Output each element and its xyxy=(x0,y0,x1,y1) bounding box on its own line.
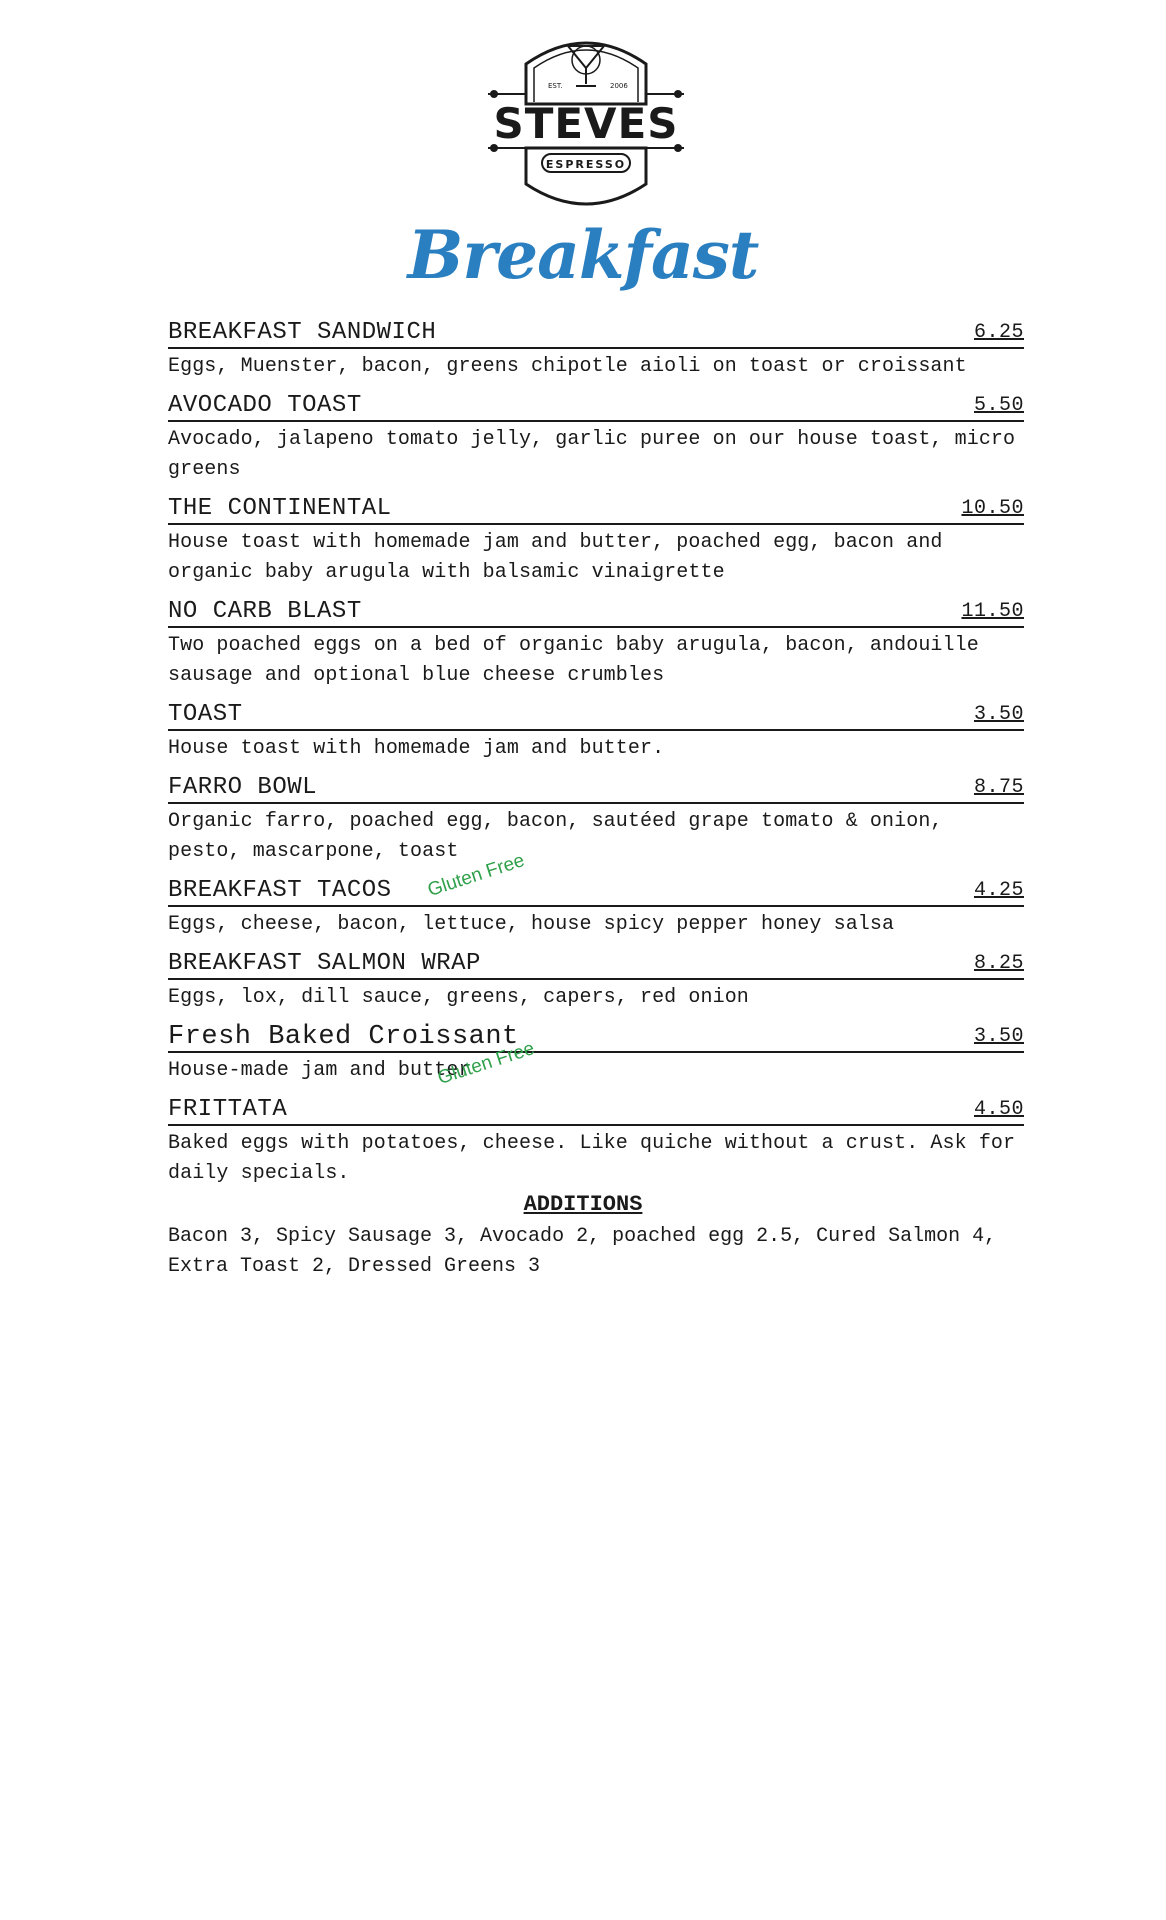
item-description: Eggs, cheese, bacon, lettuce, house spicy pepper honey salsa xyxy=(168,913,895,936)
item-description: House toast with homemade jam and butter. xyxy=(168,737,665,760)
item-price: 6.25 xyxy=(973,321,1024,344)
item-price: 5.50 xyxy=(973,394,1024,417)
menu-item xyxy=(168,876,1024,940)
logo-est: EST. xyxy=(548,82,563,90)
logo-name: STEVES xyxy=(493,99,679,148)
item-name: FARRO BOWL xyxy=(168,774,318,801)
item-name: BREAKFAST SALMON WRAP xyxy=(168,950,481,977)
menu-item xyxy=(168,318,1024,382)
item-description: Eggs, Muenster, bacon, greens chipotle aioli on toast or croissant xyxy=(168,355,967,378)
menu-item xyxy=(168,1022,1024,1086)
item-price: 8.25 xyxy=(973,952,1024,975)
logo-year: 2006 xyxy=(610,82,628,90)
additions-heading: ADDITIONS xyxy=(523,1192,643,1217)
item-name: BREAKFAST SANDWICH xyxy=(168,319,437,346)
menu-item xyxy=(168,700,1024,764)
item-description: House toast with homemade jam and butter, poached egg, bacon and organic baby arugula with balsamic vinaigrette xyxy=(168,531,943,584)
item-price: 8.75 xyxy=(973,776,1024,799)
menu-item xyxy=(168,391,1024,485)
logo-badge-icon xyxy=(486,24,686,220)
item-description: Baked eggs with potatoes, cheese. Like quiche without a crust. Ask for daily specials. xyxy=(168,1132,1016,1185)
item-name: TOAST xyxy=(168,701,243,728)
item-name: FRITTATA xyxy=(168,1096,288,1123)
item-name: AVOCADO TOAST xyxy=(168,392,362,419)
menu-item xyxy=(168,773,1024,867)
item-description: Eggs, lox, dill sauce, greens, capers, red onion xyxy=(168,986,749,1009)
steves-espresso-logo xyxy=(486,24,686,220)
item-description: Organic farro, poached egg, bacon, sautéed grape tomato & onion, pesto, mascarpone, toast xyxy=(168,810,943,863)
item-price: 4.50 xyxy=(973,1098,1024,1121)
item-price: 11.50 xyxy=(961,600,1024,623)
item-name: THE CONTINENTAL xyxy=(168,495,392,522)
additions-text: Bacon 3, Spicy Sausage 3, Avocado 2, poached egg 2.5, Cured Salmon 4, Extra Toast 2, Dressed Greens 3 xyxy=(168,1225,997,1278)
item-description: Two poached eggs on a bed of organic baby arugula, bacon, andouille sausage and optional blue cheese crumbles xyxy=(168,634,979,687)
item-name: Fresh Baked Croissant xyxy=(168,1022,519,1052)
menu-item xyxy=(168,494,1024,588)
item-description: House-made jam and butter xyxy=(168,1059,471,1082)
item-price: 10.50 xyxy=(961,497,1024,520)
item-name: NO CARB BLAST xyxy=(168,598,362,625)
menu-item xyxy=(168,1095,1024,1189)
item-price: 4.25 xyxy=(973,879,1024,902)
item-description: Avocado, jalapeno tomato jelly, garlic puree on our house toast, micro greens xyxy=(168,428,1016,481)
item-name: BREAKFAST TACOS xyxy=(168,877,392,904)
menu-item xyxy=(168,597,1024,691)
gluten-free-tag: Gluten Free xyxy=(425,850,528,902)
page-title: Breakfast xyxy=(407,216,759,294)
item-price: 3.50 xyxy=(973,1025,1024,1048)
menu-item xyxy=(168,949,1024,1013)
item-price: 3.50 xyxy=(973,703,1024,726)
gluten-free-tag: Gluten Free xyxy=(435,1038,538,1090)
logo-sub: ESPRESSO xyxy=(545,158,627,171)
menu-list xyxy=(168,318,1024,1198)
